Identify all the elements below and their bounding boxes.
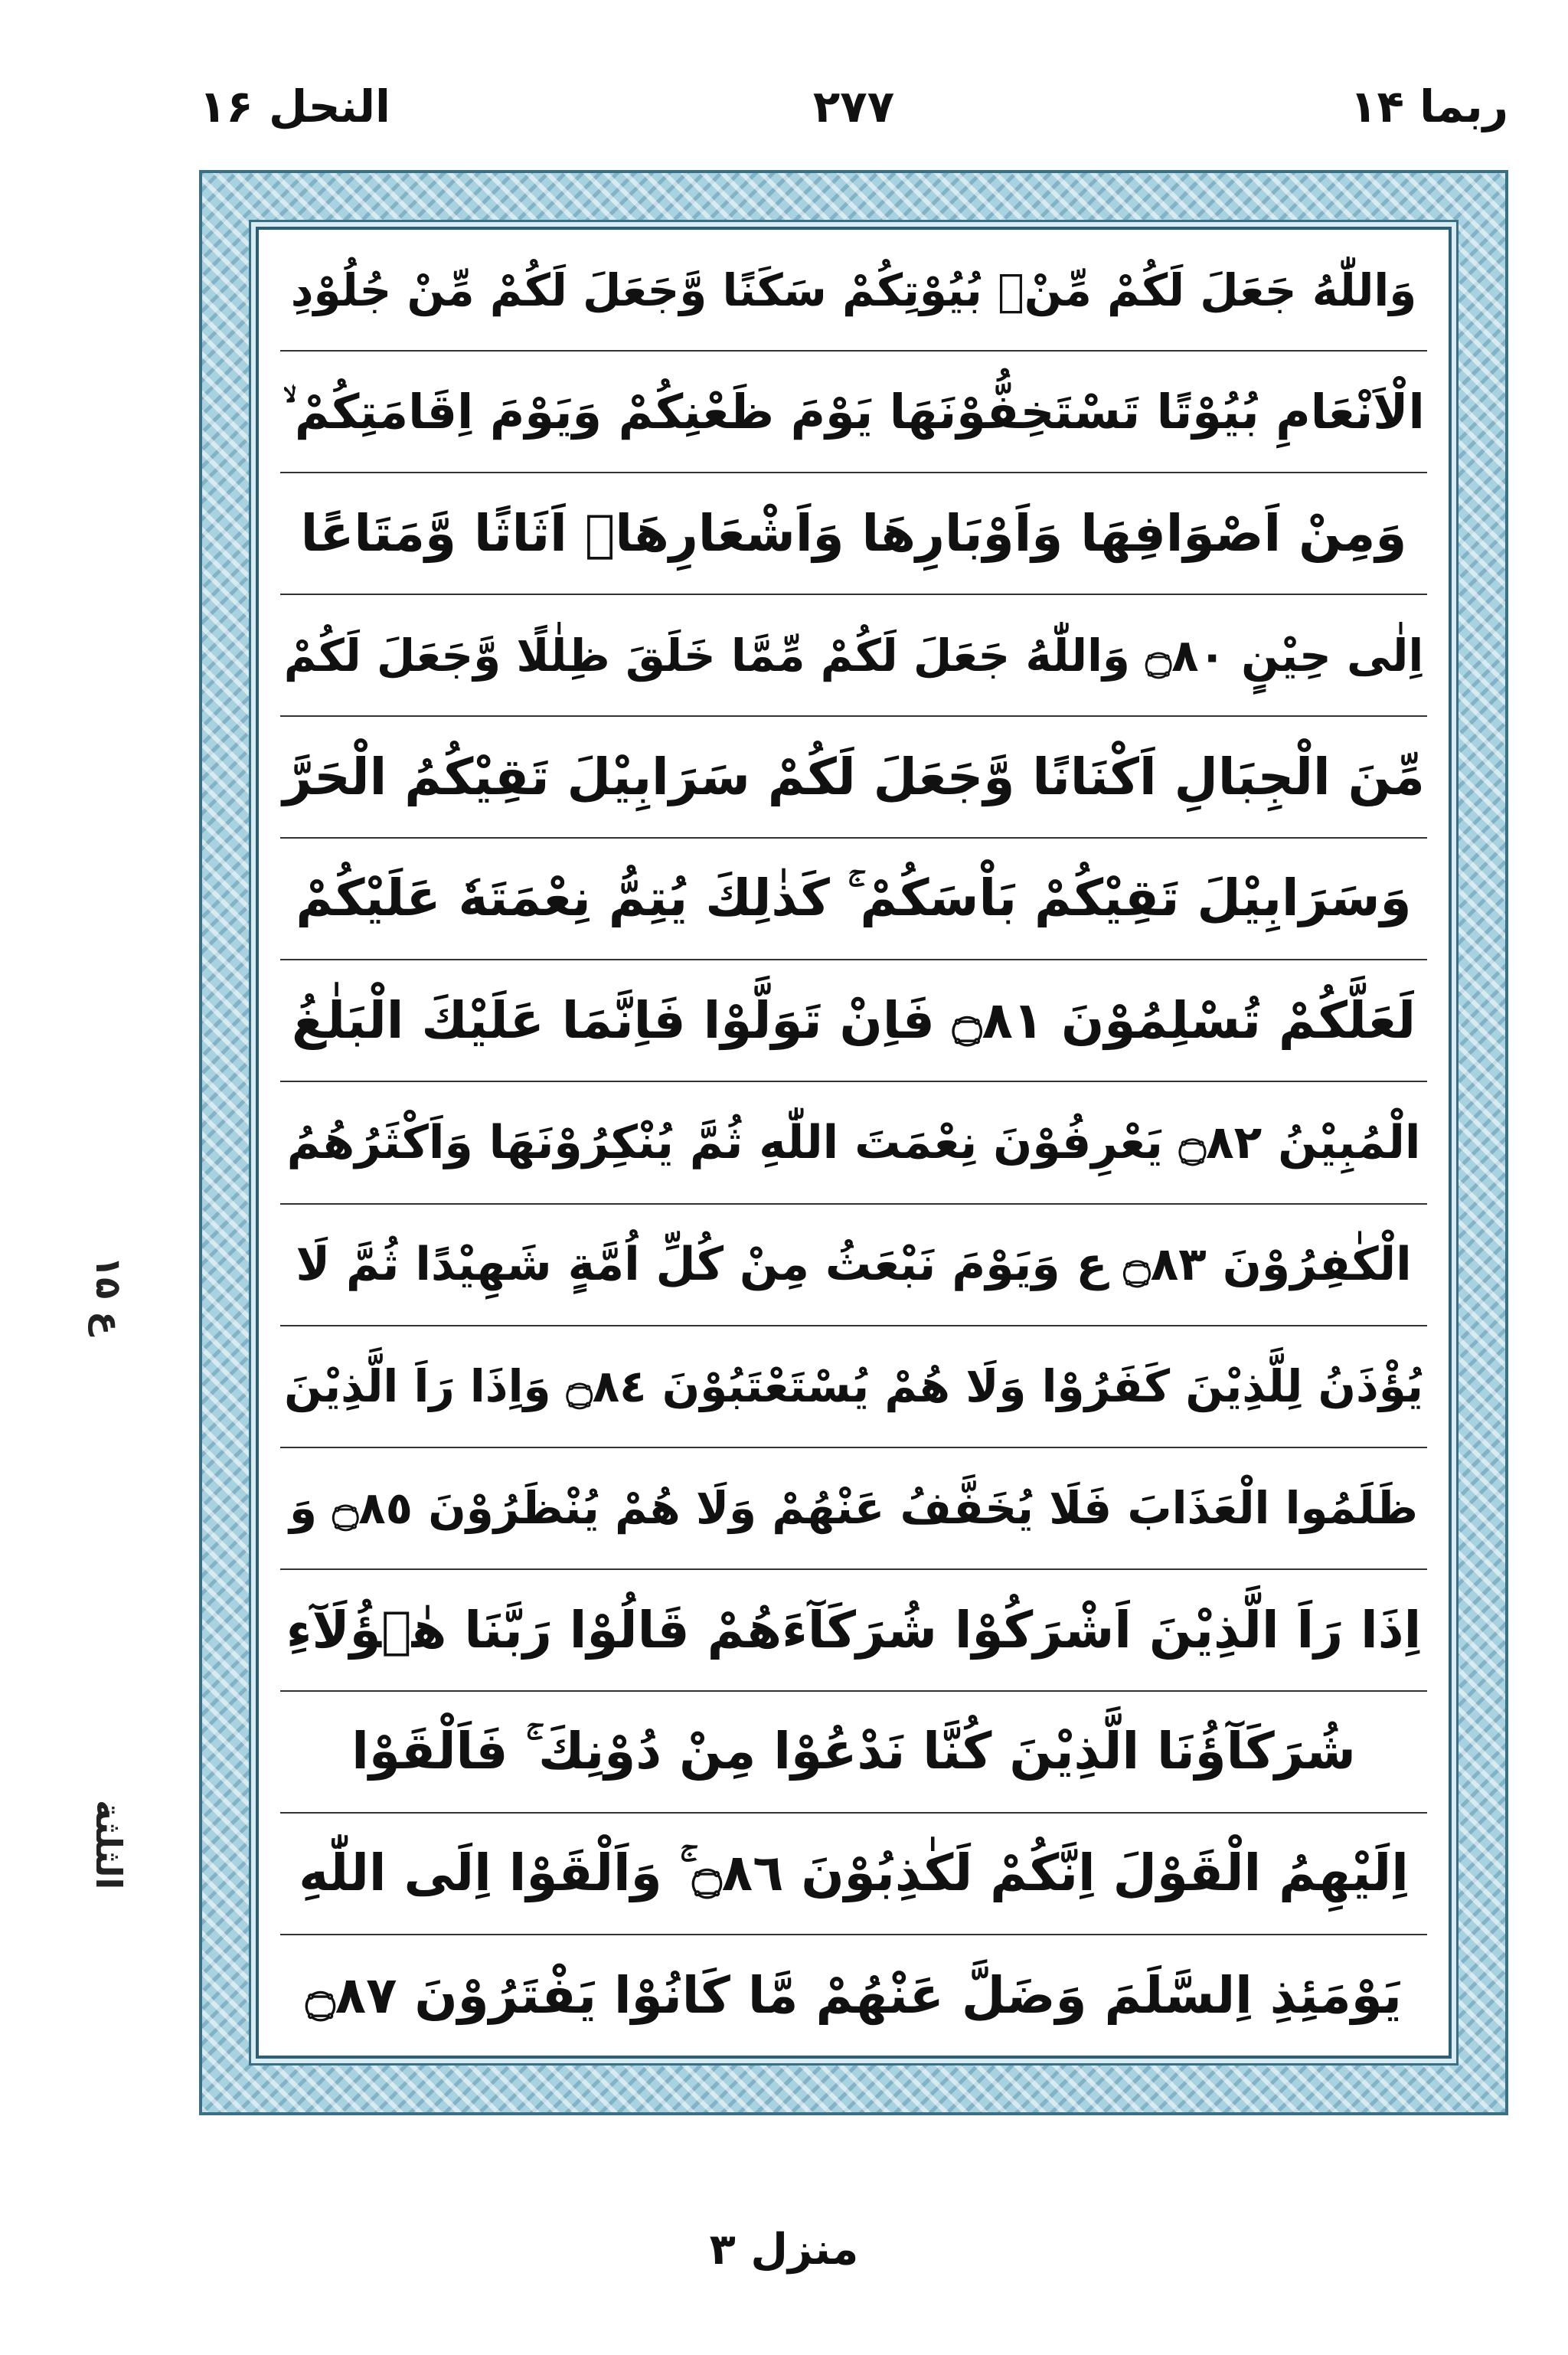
verse-lines <box>259 230 1449 2056</box>
page-header <box>199 80 1508 165</box>
verse-line: ظَلَمُوا الْعَذَابَ فَلَا يُخَفَّفُ عَنْهُمْ وَلَا هُمْ يُنْظَرُوْنَ ۝٨٥ وَ <box>280 1448 1427 1570</box>
decorative-border <box>199 170 1508 2115</box>
text-panel <box>256 227 1452 2059</box>
verse-line: يُؤْذَنُ لِلَّذِيْنَ كَفَرُوْا وَلَا هُمْ يُسْتَعْتَبُوْنَ ۝٨٤ وَاِذَا رَاَ الَّذِيْنَ <box>280 1326 1427 1448</box>
verse-line: لَعَلَّكُمْ تُسْلِمُوْنَ ۝٨١ فَاِنْ تَوَلَّوْا فَاِنَّمَا عَلَيْكَ الْبَلٰغُ <box>280 960 1427 1082</box>
juz-label: ربما ۱۴ <box>1350 80 1508 132</box>
verse-line: مِّنَ الْجِبَالِ اَكْنَانًا وَّجَعَلَ لَكُمْ سَرَابِيْلَ تَقِيْكُمُ الْحَرَّ <box>280 717 1427 839</box>
verse-line: الْكٰفِرُوْنَ ۝٨٣ ع وَيَوْمَ نَبْعَثُ مِنْ كُلِّ اُمَّةٍ شَهِيْدًا ثُمَّ لَا <box>280 1205 1427 1326</box>
verse-line: شُرَكَآؤُنَا الَّذِيْنَ كُنَّا نَدْعُوْا مِنْ دُوْنِكَ ۚ فَاَلْقَوْا <box>280 1692 1427 1814</box>
verse-line: الْمُبِيْنُ ۝٨٢ يَعْرِفُوْنَ نِعْمَتَ اللّٰهِ ثُمَّ يُنْكِرُوْنَهَا وَاَكْثَرُهُمُ <box>280 1082 1427 1204</box>
surah-label: النحل ۱۶ <box>199 80 390 132</box>
verse-line: اِذَا رَاَ الَّذِيْنَ اَشْرَكُوْا شُرَكَآءَهُمْ قَالُوْا رَبَّنَا هٰۤؤُلَآءِ <box>280 1570 1427 1692</box>
page-number: ۲۷۷ <box>812 80 895 132</box>
verse-line: وَمِنْ اَصْوَافِهَا وَاَوْبَارِهَا وَاَشْعَارِهَاۤ اَثَاثًا وَّمَتَاعًا <box>280 473 1427 595</box>
ruku-marker: ع ۱۵ <box>88 1256 129 1336</box>
verse-line: وَسَرَابِيْلَ تَقِيْكُمْ بَاْسَكُمْ ۚ كَذٰلِكَ يُتِمُّ نِعْمَتَهٗ عَلَيْكُمْ <box>280 839 1427 960</box>
verse-line: وَاللّٰهُ جَعَلَ لَكُمْ مِّنْۢ بُيُوْتِكُمْ سَكَنًا وَّجَعَلَ لَكُمْ مِّنْ جُلُوْدِ <box>280 230 1427 352</box>
section-marker: الثلثة <box>88 1800 129 1890</box>
manzil-footer: منزل ۳ <box>709 2225 859 2275</box>
verse-line: يَوْمَئِذِ اِلسَّلَمَ وَضَلَّ عَنْهُمْ مَّا كَانُوْا يَفْتَرُوْنَ ۝٨٧ <box>305 1965 1402 2025</box>
verse-line: الْاَنْعَامِ بُيُوْتًا تَسْتَخِفُّوْنَهَا يَوْمَ ظَعْنِكُمْ وَيَوْمَ اِقَامَتِكُمْ ۙ <box>280 352 1427 473</box>
verse-line: اِلَيْهِمُ الْقَوْلَ اِنَّكُمْ لَكٰذِبُوْنَ ۝٨٦ ۚ وَاَلْقَوْا اِلَى اللّٰهِ <box>280 1814 1427 1935</box>
verse-line: اِلٰى حِيْنٍ ۝٨٠ وَاللّٰهُ جَعَلَ لَكُمْ مِّمَّا خَلَقَ ظِلٰلًا وَّجَعَلَ لَكُمْ <box>280 595 1427 717</box>
